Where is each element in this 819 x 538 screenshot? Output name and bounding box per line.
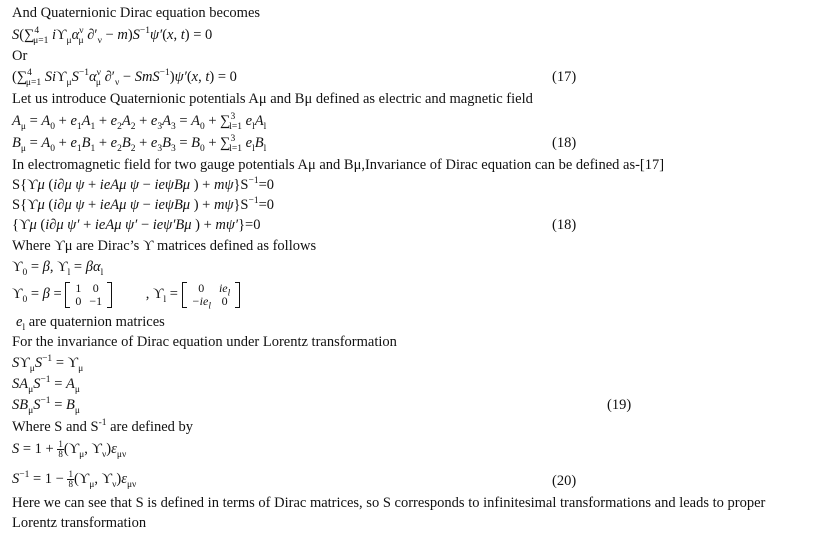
equation-matrices: $ϒ_0 = \beta$ = 1 0 0 −1 , $ϒ_l$ = 0 $ie_l$ $-ie_l$ 0 xyxy=(12,278,240,310)
equation-s-upsilon: $Sϒ_\mu S^{-1} = ϒ_\mu$ xyxy=(12,354,84,374)
text-line-dirac-matrices: Where ϒμ are Dirac’s ϒ matrices defined as follows xyxy=(12,238,317,254)
text-line-conclusion-2: Lorentz transformation xyxy=(12,515,147,531)
equation-s: S = 1 + $\frac{1}{8}$ ($ϒ_\mu$, $ϒ_\nu)\varepsilon_{\mu\nu}$ xyxy=(12,439,127,460)
text-line-or: Or xyxy=(12,48,28,64)
equation-a-mu: $A_\mu = A_0 + e_1A_1 + e_2A_2 + e_3A_3 = A_0 + \sum^3_{l=1}$ $e_lA_l$ xyxy=(12,112,267,132)
text-line-quaternion-matrices: $e_l$ are quaternion matrices xyxy=(16,314,165,333)
text-line-s-defined: Where S and $S^{-1}$ are defined by xyxy=(12,418,194,435)
equation-s-inverse: $S^{-1} = 1$ − $\frac{1}{8}$ ($ϒ_\mu$, $ϒ_\nu)\varepsilon_{\mu\nu}$ xyxy=(12,469,137,490)
text-line-1: And Quaternionic Dirac equation becomes xyxy=(12,5,261,21)
matrix-upsilon-l: 0 $ie_l$ $-ie_l$ 0 xyxy=(182,282,241,308)
fraction-one-eighth-2: $\frac{1}{8}$ xyxy=(68,469,73,490)
text-line-conclusion-1: Here we can see that S is defined in terms of Dirac matrices, so S corresponds to infinitesimal transformations and leads to proper xyxy=(12,495,766,511)
equation-gauge-2: S{ϒμ (i∂μ ψ + ieAμ ψ − ieψBμ ) + $m\psi\}S^{-1}=0$ xyxy=(12,196,275,213)
equation-upsilon-defs: $ϒ_0 = \beta$, $ϒ_l = \beta\alpha_l$ xyxy=(12,259,104,278)
fraction-one-eighth: $\frac{1}{8}$ xyxy=(58,439,63,460)
equation-s-a: $SA_\mu S^{-1} = A_\mu$ xyxy=(12,375,80,395)
equation-gauge-3: {ϒμ (i∂μ ψ′ + ieAμ ψ′ − ieψ′Bμ ) + mψ′}=0 xyxy=(12,217,261,233)
matrix-beta: 1 0 0 −1 xyxy=(65,282,112,308)
equation-tag-18a: (18) xyxy=(552,135,577,151)
equation-s-b: $SB_\mu S^{-1} = B_\mu$ xyxy=(12,396,80,416)
equation-b-mu: $B_\mu = A_0 + e_1B_1 + e_2B_2 + e_3B_3 = B_0 + \sum^3_{l=1}$ $e_lB_l$ xyxy=(12,134,267,154)
text-line-gauge: In electromagnetic field for two gauge potentials Aμ and Bμ,Invariance of Dirac equation can be defined as-[17] xyxy=(12,157,665,173)
text-line-lorentz-invariance: For the invariance of Dirac equation under Lorentz transformation xyxy=(12,334,397,350)
equation-quaternionic-dirac-2: (∑$^4_{\mu=1}$ $Siϒ_\mu S^{-1}\alpha^\nu_\mu$ $\partial'_\nu - SmS^{-1})\psi'(x$, t) = 0 xyxy=(12,68,237,88)
text-line-potentials: Let us introduce Quaternionic potentials Aμ and Bμ defined as electric and magnetic field xyxy=(12,91,533,107)
equation-tag-17: (17) xyxy=(552,69,577,85)
equation-tag-19: (19) xyxy=(607,397,632,413)
equation-tag-20: (20) xyxy=(552,473,577,489)
equation-tag-18b: (18) xyxy=(552,217,577,233)
equation-gauge-1: S{ϒμ (i∂μ ψ + ieAμ ψ − ieψBμ ) + $m\psi\}S^{-1}=0$ xyxy=(12,176,275,193)
equation-quaternionic-dirac-1: S(∑$^4_{\mu=1}$ $iϒ_\mu\alpha^\nu_\mu$ $\partial'_\nu - m)S^{-1}\psi'(x$, t) = 0 xyxy=(12,26,213,46)
